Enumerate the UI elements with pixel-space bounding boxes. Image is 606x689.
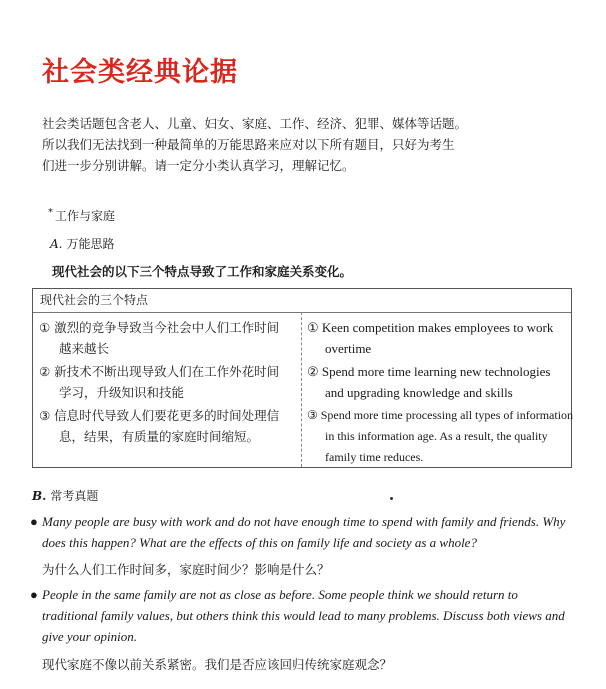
feature-en bbox=[307, 361, 569, 403]
star-marker: * bbox=[48, 207, 53, 218]
question-1 bbox=[30, 511, 565, 553]
intro-paragraph bbox=[42, 113, 582, 176]
feature-cn-line: 越来越长 bbox=[59, 341, 110, 356]
feature-cn-line: ③ 信息时代导致人们要花更多的时间处理信 bbox=[39, 408, 280, 423]
feature-en-line: overtime bbox=[325, 341, 372, 356]
section-title: 常考真题 bbox=[50, 489, 99, 503]
feature-cn-line: 学习，升级知识和技能 bbox=[59, 385, 185, 400]
intro-line: 社会类话题包含老人、儿童、妇女、家庭、工作、经济、犯罪、媒体等话题。 bbox=[42, 116, 468, 131]
question-1-translation: 为什么人们工作时间多，家庭时间少？影响是什么？ bbox=[42, 562, 330, 577]
feature-en bbox=[307, 405, 574, 468]
page-title: 社会类经典论据 bbox=[42, 57, 238, 88]
intro-line: 所以我们无法找到一种最简单的万能思路来应对以下所有题目，只好为考生 bbox=[42, 137, 455, 152]
feature-en-line: ③ Spend more time processing all types of information bbox=[307, 408, 574, 422]
question-line: give your opinion. bbox=[42, 629, 137, 644]
question-2-translation: 现代家庭不像以前关系紧密。我们是否应该回归传统家庭观念？ bbox=[42, 657, 393, 672]
question-2 bbox=[30, 584, 565, 647]
column-divider bbox=[301, 312, 302, 467]
feature-cn-line: 息，结果，有质量的家庭时间缩短。 bbox=[59, 429, 260, 444]
lead-sentence: 现代社会的以下三个特点导致了工作和家庭关系变化。 bbox=[52, 264, 353, 279]
section-letter: B. bbox=[32, 489, 47, 503]
subsection-a-heading bbox=[50, 235, 115, 252]
feature-cn bbox=[39, 317, 301, 359]
scan-speck bbox=[390, 497, 393, 500]
feature-cn-line: ② 新技术不断出现导致人们在工作外花时间 bbox=[39, 364, 280, 379]
feature-en-line: family time reduces. bbox=[325, 450, 424, 464]
question-line: does this happen? What are the effects of this on family life and society as a whole? bbox=[42, 535, 477, 550]
feature-en-line: and upgrading knowledge and skills bbox=[325, 385, 513, 400]
feature-en bbox=[307, 317, 569, 359]
features-table-header: 现代社会的三个特点 bbox=[33, 289, 571, 313]
intro-line: 们进一步分别讲解。请一定分小类认真学习，理解记忆。 bbox=[42, 158, 355, 173]
feature-en-line: in this information age. As a result, the quality bbox=[325, 429, 548, 443]
feature-cn-line: ① 激烈的竞争导致当今社会中人们工作时间 bbox=[39, 320, 280, 335]
question-line: Many people are busy with work and do not have enough time to spend with family and friends. Why bbox=[42, 514, 566, 529]
bullet-icon: ● bbox=[30, 514, 38, 529]
feature-cn bbox=[39, 361, 301, 403]
bullet-icon: ● bbox=[30, 587, 38, 602]
feature-en-line: ② Spend more time learning new technologies bbox=[307, 364, 551, 379]
section-title: 工作与家庭 bbox=[55, 209, 116, 223]
features-table bbox=[32, 288, 572, 468]
feature-cn bbox=[39, 405, 301, 447]
feature-en-line: ① Keen competition makes employees to work bbox=[307, 320, 554, 335]
subsection-title: 万能思路 bbox=[66, 237, 115, 251]
section-b-heading bbox=[32, 487, 98, 504]
subsection-letter: A. bbox=[50, 237, 63, 251]
question-line: People in the same family are not as close as before. Some people think we should return to bbox=[42, 587, 518, 602]
section-work-family-heading bbox=[48, 207, 115, 224]
question-line: traditional family values, but others think this would lead to many problems. Discuss both views and bbox=[42, 608, 565, 623]
